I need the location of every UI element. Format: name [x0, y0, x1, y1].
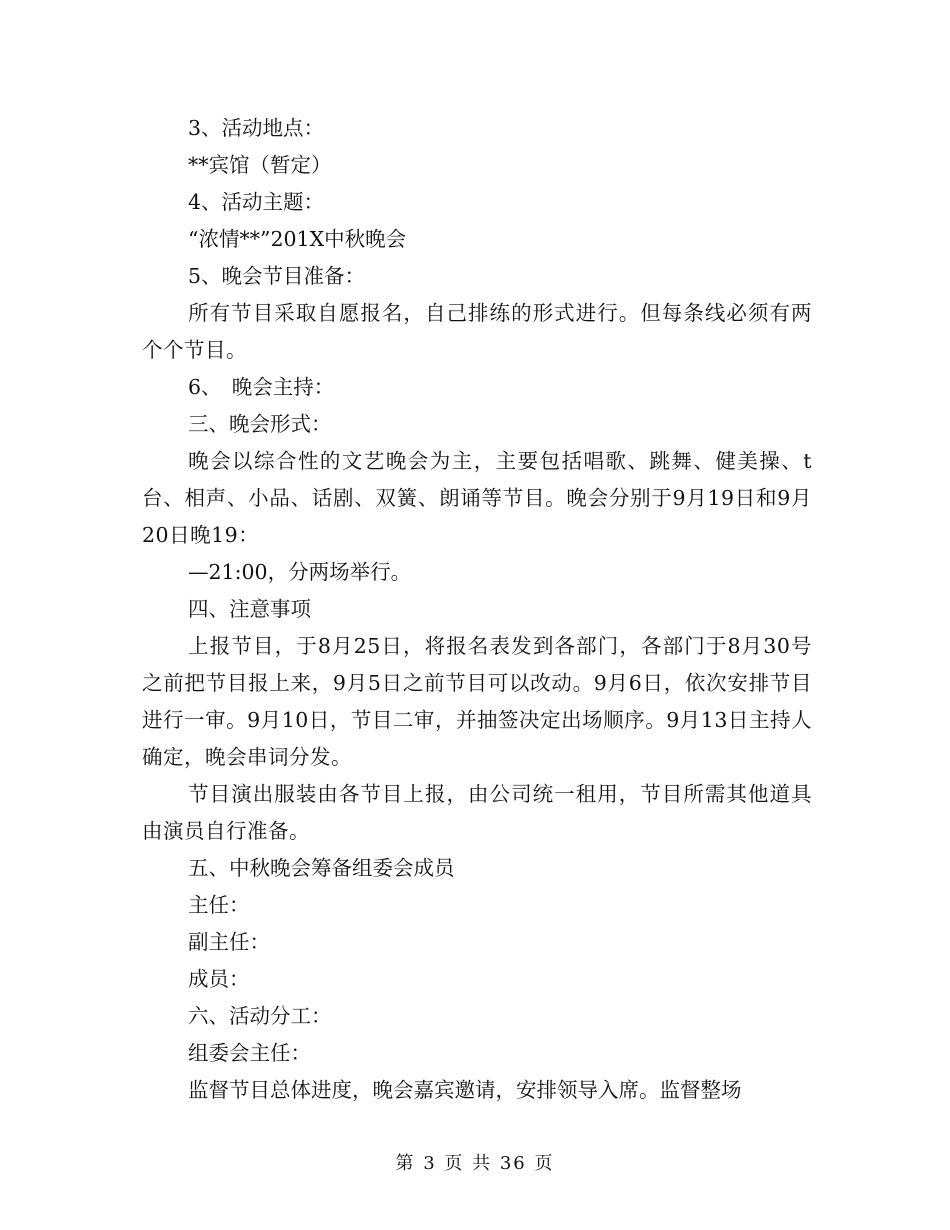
section-theme-heading: 4、活动主题：: [188, 190, 325, 214]
section-committee-heading: 五、中秋晚会筹备组委会成员: [188, 856, 455, 880]
program-paragraph: 所有节目采取自愿报名，自己排练的形式进行。但每条线必须有两个个节目。: [142, 301, 812, 362]
section-location-heading: 3、活动地点：: [188, 116, 325, 140]
format-paragraph: 晚会以综合性的文艺晚会为主，主要包括唱歌、跳舞、健美操、t台、相声、小品、话剧、双簧、朗诵等节目。晚会分别于9月19日和9月20日晚19：: [142, 449, 812, 547]
committee-director: 主任：: [188, 893, 250, 917]
committee-director-role: 组委会主任：: [188, 1041, 311, 1065]
costume-paragraph: 节目演出服装由各节目上报，由公司统一租用，节目所需其他道具由演员自行准备。: [142, 782, 812, 843]
section-format-heading: 三、晚会形式：: [188, 412, 332, 436]
section-program-heading: 5、晚会节目准备：: [188, 264, 366, 288]
page-footer: 第 3 页 共 36 页: [395, 1153, 555, 1174]
location-value: **宾馆（暂定）: [188, 153, 332, 177]
committee-deputy-director: 副主任：: [188, 930, 270, 954]
committee-members: 成员：: [188, 967, 250, 991]
format-time-line: —21:00，分两场举行。: [188, 560, 412, 584]
section-host-heading: 6、 晚会主持：: [188, 375, 335, 399]
director-duties-line: 监督节目总体进度，晚会嘉宾邀请，安排领导入席。监督整场: [188, 1078, 742, 1102]
notes-paragraph: 上报节目，于8月25日，将报名表发到各部门，各部门于8月30号之前把节目报上来，9月5日之前节目可以改动。9月6日，依次安排节目进行一审。9月10日，节目二审，并抽签决定出场顺序。9月13日主持人确定，晚会串词分发。: [142, 634, 812, 769]
document-body: [142, 110, 812, 1109]
section-notes-heading: 四、注意事项: [188, 597, 311, 621]
section-division-heading: 六、活动分工：: [188, 1004, 332, 1028]
theme-value: “浓情**”201X中秋晚会: [188, 227, 407, 251]
